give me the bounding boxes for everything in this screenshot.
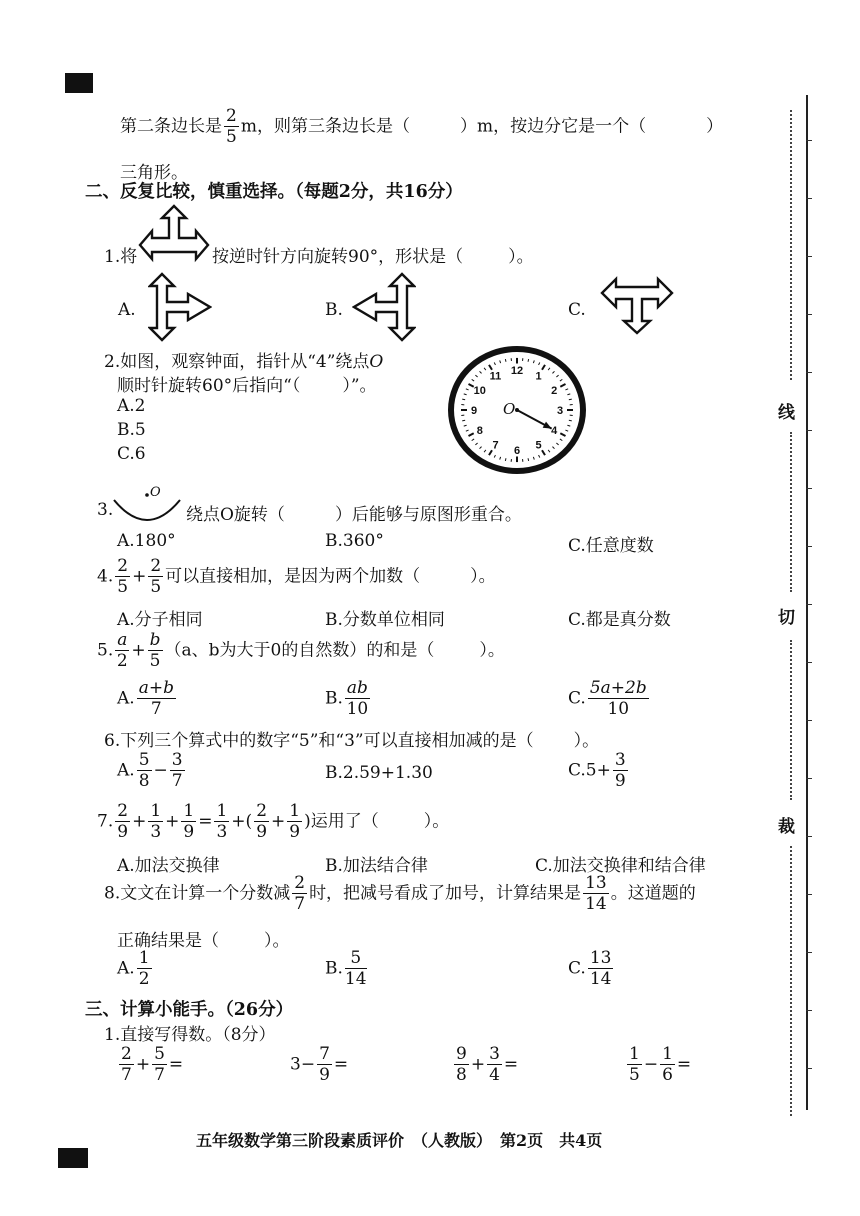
clock-number: 6 [513,444,521,457]
clock-tick [542,365,545,370]
q1-prefix: 1.将 [104,247,138,267]
binding-tick [806,372,812,373]
cut-line-dots-1 [790,110,792,380]
binding-tick [806,778,812,779]
clock-tick [475,375,477,377]
calc-item-1: $\frac{2}{7}$ + $\frac{5}{7}$ = [121,1044,184,1085]
binding-tick [806,140,812,141]
top-line: 第二条边长是 $\frac{2}{5}$ m，则第三条边长是（ ）m，按边分它是一个（ ） [120,106,724,147]
clock-tick [484,368,486,370]
clock-tick [466,430,469,431]
q2-option-a[interactable]: A.2 [117,396,146,416]
q6-option-b[interactable]: B.2.59+1.30 [325,763,433,783]
clock-tick [484,450,486,452]
q2-line2: 顺时针旋转60°后指向“（ ）”。 [117,376,377,396]
q6-option-a[interactable]: A. $\frac{5}{8}$ − $\frac{3}{7}$ [117,750,183,791]
clock-tick [472,379,474,381]
binding-tick [806,836,812,837]
clock-tick [542,450,545,455]
binding-tick [806,1010,812,1011]
clock-face [447,345,587,475]
binding-tick [806,430,812,431]
clock-tick [528,458,529,461]
q8-line1: 8.文文在计算一个分数减 $\frac{2}{7}$ 时，把减号看成了加号，计算结果是 $\frac{13}{14}$ 。这道题的 [104,873,696,914]
q6-line: 6.下列三个算式中的数字“5”和“3”可以直接相加减的是（ ）。 [104,731,600,751]
q1-option-a[interactable]: A. [118,300,136,320]
clock-tick [462,420,465,421]
binding-tick [806,546,812,547]
clock-tick [500,457,501,460]
section-2-title: 二、反复比较，慎重选择。（每题2分，共16分） [85,182,463,202]
side-label-cai: 裁 [778,817,795,837]
binding-tick [806,720,812,721]
clock-tick [560,384,565,387]
clock-tick [556,375,558,377]
clock-tick [505,359,506,362]
clock-tick [560,379,562,381]
q3-o-label: O [150,485,161,500]
q6-option-c[interactable]: C.5+ $\frac{3}{9}$ [568,750,626,791]
binding-tick [806,314,812,315]
clock-tick [505,458,506,461]
q7-option-c[interactable]: C.加法交换律和结合律 [535,856,706,876]
q5-option-b[interactable]: B. $\frac{ab}{10}$ [325,678,369,719]
clock-number: 5 [535,439,542,452]
side-label-xian: 线 [778,403,795,423]
binding-rule [806,95,808,1110]
section-3-title: 三、计算小能手。（26分） [85,1000,294,1020]
q4-option-a[interactable]: A.分子相同 [117,610,203,630]
cut-line-dots-3 [790,640,792,800]
clock-tick [548,368,550,370]
binding-tick [806,894,812,895]
clock-tick [569,420,572,421]
clock-tick [464,394,467,395]
clock-tick [489,365,492,370]
binding-tick [806,198,812,199]
clock-center-dot [515,408,519,412]
clock-number: 10 [473,385,486,398]
q5-option-c[interactable]: C. $\frac{5a+2b}{10}$ [568,678,647,719]
fraction: $\frac{2}{5}$ [226,106,237,147]
q3-text: 绕点O旋转（ ）后能够与原图形重合。 [186,505,522,525]
clock-center-label: O [503,400,516,418]
q3-option-b[interactable]: B.360° [325,531,384,551]
clock-tick [500,360,501,363]
q2-line1: 2.如图，观察钟面，指针从“4”绕点O [104,352,384,372]
q1-arrow-shape [138,204,210,268]
calc-item-3: $\frac{9}{8}$ + $\frac{3}{4}$ = [456,1044,519,1085]
clock-tick [469,433,474,436]
calc-item-2: 3− $\frac{7}{9}$ = [290,1044,349,1085]
clock-number: 9 [470,405,478,417]
q1-option-b-shape [352,272,416,342]
clock-number: 4 [551,424,558,437]
q1-text: 按逆时针方向旋转90°，形状是（ ）。 [212,247,534,267]
clock-tick [475,443,477,445]
cut-line-dots-2 [790,432,792,592]
q2-option-b[interactable]: B.5 [117,420,146,440]
clock-tick [533,457,534,460]
q4-option-c[interactable]: C.都是真分数 [568,610,671,630]
q8-line2: 正确结果是（ ）。 [117,931,290,951]
calc-item-4: $\frac{1}{5}$ − $\frac{1}{6}$ = [629,1044,692,1085]
q8-option-a[interactable]: A. $\frac{1}{2}$ [117,948,150,989]
clock-tick [466,389,469,390]
clock-tick [560,439,562,441]
q1-option-a-shape [148,272,212,342]
q8-option-b[interactable]: B. $\frac{5}{14}$ [325,948,367,989]
q8-option-c[interactable]: C. $\frac{13}{14}$ [568,948,612,989]
registration-mark-top [65,73,93,93]
clock-number: 11 [489,370,502,383]
binding-tick [806,662,812,663]
clock-number: 1 [535,370,542,383]
top-line-end: 三角形。 [120,163,188,183]
clock-tick [472,439,474,441]
q3-arc-shape [110,490,184,530]
section-3-subtitle: 1.直接写得数。（8分） [104,1025,276,1045]
q1-option-b[interactable]: B. [325,300,343,320]
clock-number: 3 [556,405,564,417]
q2-option-c[interactable]: C.6 [117,444,146,464]
clock-tick [494,362,495,365]
q5-option-a[interactable]: A. $\frac{a+b}{7}$ [117,678,174,719]
q1-option-c-shape [600,273,674,335]
clock-number: 7 [492,439,499,452]
q4-option-b[interactable]: B.分数单位相同 [325,610,445,630]
cut-line-dots-4 [790,846,792,1116]
clock-tick [567,394,570,395]
clock-tick [539,455,540,458]
clock-tick [556,443,558,445]
q7-line: 7. $\frac{2}{9}$ + $\frac{1}{3}$ + $\frac{1}{9}$ = $\frac{1}{3}$ +( $\frac{2}{9}$ + $\frac{1}{9}$ )运用了（ ）。 [97,801,450,842]
clock-tick [480,371,482,373]
q7-option-b[interactable]: B.加法结合律 [325,856,428,876]
clock-tick [560,433,565,436]
q1-option-c[interactable]: C. [568,300,586,320]
clock-tick [464,425,467,426]
clock-tick [552,371,554,373]
binding-tick [806,488,812,489]
clock-tick [494,455,495,458]
clock-number: 8 [476,424,483,437]
clock-tick [533,360,534,363]
q3-option-a[interactable]: A.180° [117,531,176,551]
clock-tick [480,447,482,449]
binding-tick [806,1068,812,1069]
binding-tick [806,952,812,953]
clock-tick [548,450,550,452]
registration-mark-bottom [58,1148,88,1168]
binding-tick [806,604,812,605]
q3-option-c[interactable]: C.任意度数 [568,536,654,556]
clock-tick [569,399,572,400]
q7-option-a[interactable]: A.加法交换律 [117,856,220,876]
clock-tick [567,425,570,426]
side-label-qie: 切 [778,608,795,628]
clock-tick [539,362,540,365]
clock-number: 12 [510,365,524,378]
clock-number: 2 [551,385,558,398]
binding-tick [806,256,812,257]
clock-tick [565,430,568,431]
clock-tick [462,399,465,400]
q3-prefix: 3. [97,500,114,520]
clock-tick [552,447,554,449]
clock-tick [565,389,568,390]
q5-line: 5. $\frac{a}{2}$ + $\frac{b}{5}$ （a、b为大于0的自然数）的和是（ ）。 [97,630,505,671]
clock-tick [528,359,529,362]
q4-line: 4. $\frac{2}{5}$ + $\frac{2}{5}$ 可以直接相加，是因为两个加数（ ）。 [97,556,496,597]
page-footer: 五年级数学第三阶段素质评价 （人教版） 第2页 共4页 [196,1131,603,1150]
